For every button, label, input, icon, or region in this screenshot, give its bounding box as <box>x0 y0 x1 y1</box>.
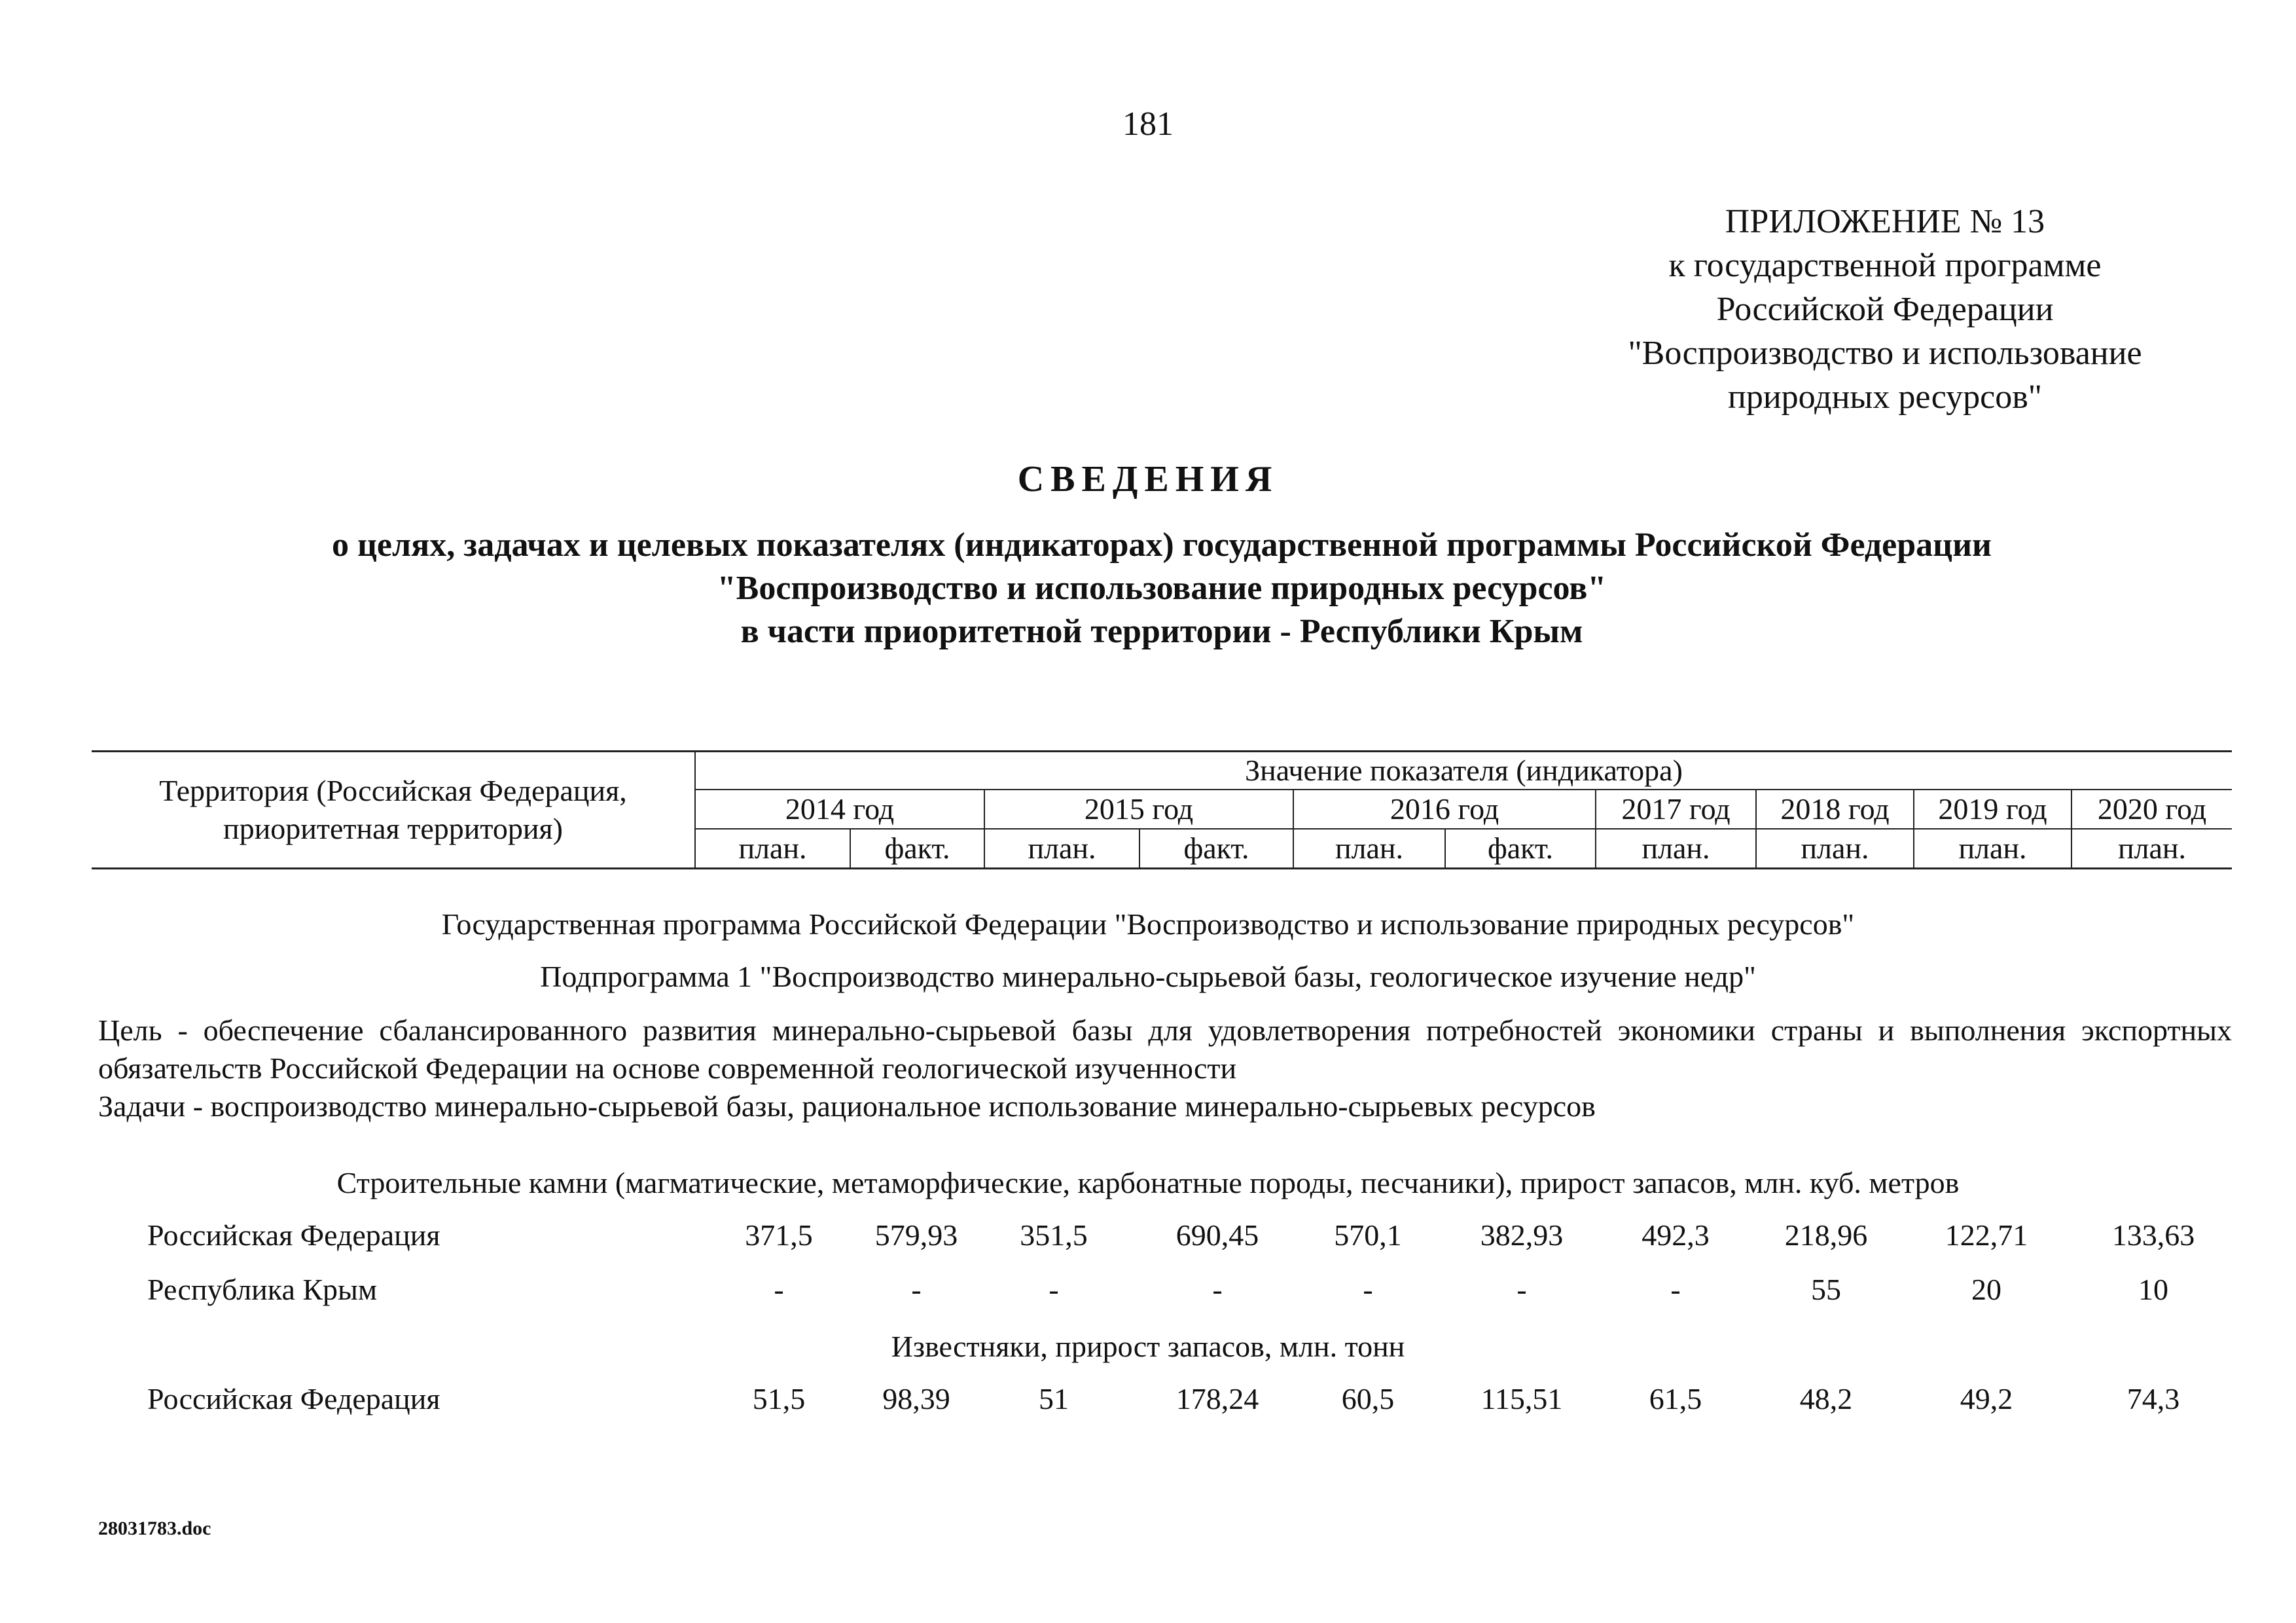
value-cell: 382,93 <box>1480 1218 1564 1252</box>
value-cell: 351,5 <box>1020 1218 1088 1252</box>
appendix-line: Российской Федерации <box>1716 291 2054 328</box>
value-cell: 570,1 <box>1334 1218 1402 1252</box>
plan-fact-header: план. <box>1596 829 1756 869</box>
value-cell: - <box>1516 1273 1527 1306</box>
subprogram-title: Подпрограмма 1 "Воспроизводство минерально-сырьевой базы, геологическое изучение недр" <box>540 960 1756 993</box>
appendix-line: ПРИЛОЖЕНИЕ № 13 <box>1725 203 2045 240</box>
page-number: 181 <box>1122 105 1174 143</box>
program-title: Государственная программа Российской Федерации "Воспроизводство и использование природных ресурсов" <box>441 907 1855 941</box>
value-cell: 98,39 <box>882 1382 950 1415</box>
value-cell: 115,51 <box>1480 1382 1563 1415</box>
document-subtitle <box>131 524 2193 653</box>
value-cell: 579,93 <box>874 1218 958 1252</box>
year-header: 2019 год <box>1914 790 2072 829</box>
value-cell: 122,71 <box>1945 1218 2028 1252</box>
tasks-text: Задачи - воспроизводство минерально-сырьевой базы, рациональное использование минерально-сырьевых ресурсов <box>98 1089 1596 1123</box>
value-cell: 49,2 <box>1960 1382 2013 1415</box>
value-cell: 51 <box>1039 1382 1069 1415</box>
year-header: 2014 год <box>695 790 984 829</box>
plan-fact-header: план. <box>695 829 850 869</box>
year-header: 2018 год <box>1756 790 1914 829</box>
appendix-line: к государственной программе <box>1668 247 2102 284</box>
value-cell: 60,5 <box>1341 1382 1395 1415</box>
value-cell: - <box>1049 1273 1059 1306</box>
plan-fact-header: план. <box>1293 829 1445 869</box>
appendix-block <box>1558 200 2212 419</box>
plan-fact-header: план. <box>984 829 1139 869</box>
value-cell: - <box>911 1273 922 1306</box>
value-cell: 55 <box>1811 1273 1841 1306</box>
table-row <box>0 1272 2296 1311</box>
value-cell: 492,3 <box>1641 1218 1710 1252</box>
value-cell: 61,5 <box>1649 1382 1702 1415</box>
value-cell: - <box>1212 1273 1223 1306</box>
indicator-header: Значение показателя (индикатора) <box>695 752 2232 790</box>
value-cell: - <box>1363 1273 1373 1306</box>
value-cell: 10 <box>2138 1273 2168 1306</box>
goal-text: Цель - обеспечение сбалансированного развития минерально-сырьевой базы для удовлетворения потребностей экономики страны и выполнения экспортных обязательств Российской Федерации на основе современной геологической изученности <box>98 1013 2232 1085</box>
table-row <box>0 1381 2296 1421</box>
plan-fact-header: план. <box>1756 829 1914 869</box>
value-cell: 178,24 <box>1175 1382 1259 1415</box>
plan-fact-header: факт. <box>850 829 984 869</box>
territory-name: Российская Федерация <box>147 1218 440 1252</box>
value-cell: 133,63 <box>2111 1218 2195 1252</box>
value-cell: 51,5 <box>752 1382 806 1415</box>
table-row <box>0 1218 2296 1257</box>
year-header: 2017 год <box>1596 790 1756 829</box>
territory-name: Республика Крым <box>147 1273 378 1306</box>
value-cell: 371,5 <box>745 1218 813 1252</box>
territory-name: Российская Федерация <box>147 1382 440 1415</box>
plan-fact-header: факт. <box>1139 829 1293 869</box>
section-title: Известняки, прирост запасов, млн. тонн <box>891 1330 1405 1363</box>
value-cell: 48,2 <box>1799 1382 1853 1415</box>
plan-fact-header: план. <box>1914 829 2072 869</box>
value-cell: 20 <box>1971 1273 2001 1306</box>
value-cell: 690,45 <box>1175 1218 1259 1252</box>
subtitle-line: о целях, задачах и целевых показателях (индикаторах) государственной программы Российской Федерации <box>331 526 1992 564</box>
subtitle-line: "Воспроизводство и использование природных ресурсов" <box>717 570 1607 607</box>
document-filename: 28031783.doc <box>98 1518 211 1539</box>
section-title: Строительные камни (магматические, метаморфические, карбонатные породы, песчаники), прирост запасов, млн. куб. метров <box>336 1166 1960 1199</box>
year-header: 2020 год <box>2072 790 2232 829</box>
year-header: 2015 год <box>984 790 1293 829</box>
appendix-line: природных ресурсов" <box>1727 378 2042 416</box>
appendix-line: "Воспроизводство и использование <box>1628 335 2142 372</box>
subtitle-line: в части приоритетной территории - Республики Крым <box>740 613 1583 650</box>
value-cell: - <box>1670 1273 1681 1306</box>
year-header: 2016 год <box>1293 790 1596 829</box>
document-title: СВЕДЕНИЯ <box>1017 459 1279 500</box>
indicator-header-table <box>92 750 2232 869</box>
value-cell: 74,3 <box>2126 1382 2180 1415</box>
value-cell: 218,96 <box>1784 1218 1868 1252</box>
territory-header: Территория (Российская Федерация, приоритетная территория) <box>92 752 695 869</box>
plan-fact-header: план. <box>2072 829 2232 869</box>
value-cell: - <box>774 1273 784 1306</box>
plan-fact-header: факт. <box>1445 829 1596 869</box>
